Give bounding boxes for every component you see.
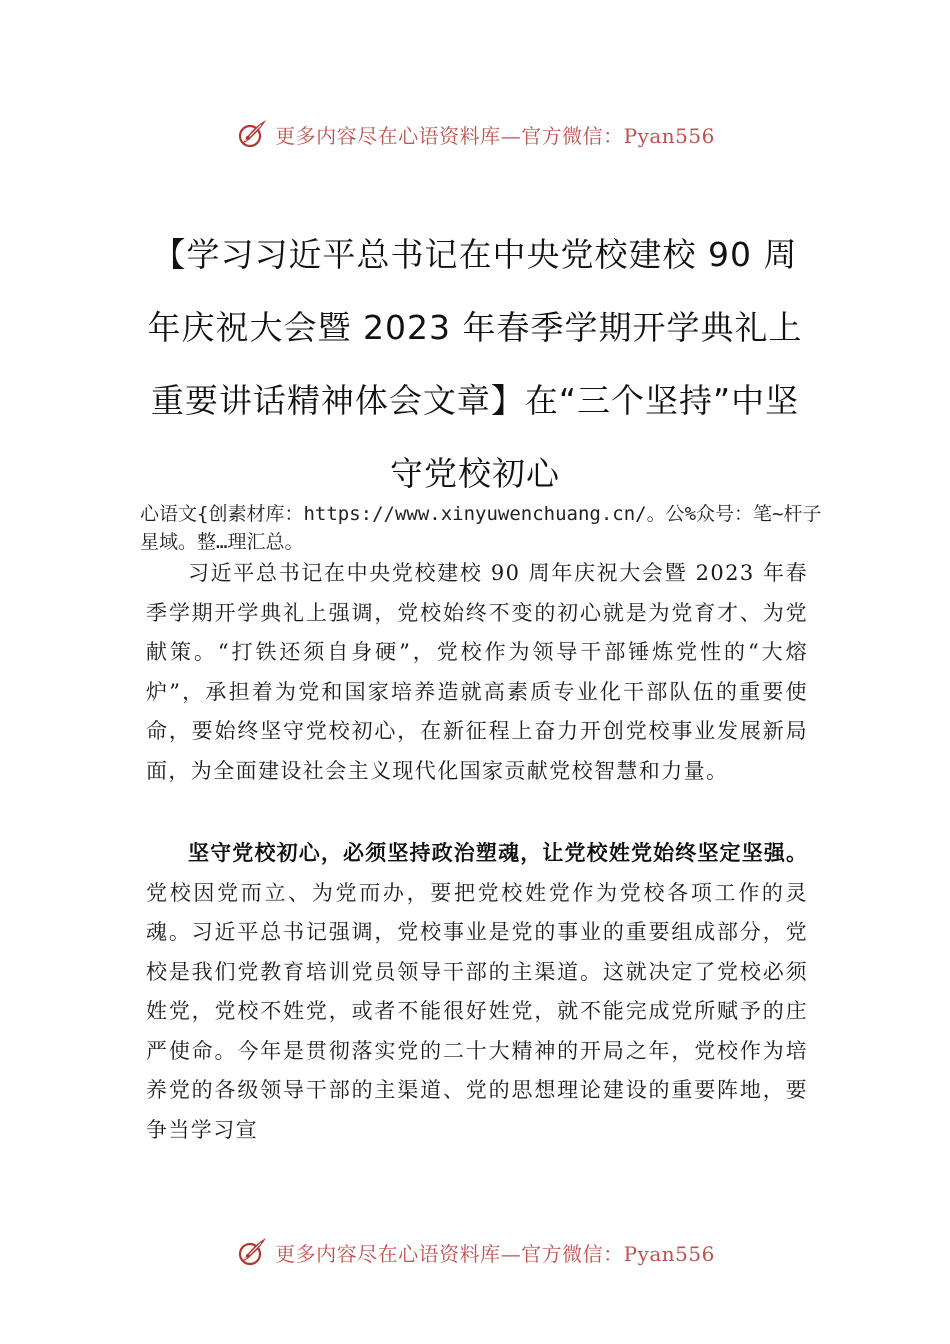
paragraph-2 — [146, 834, 808, 1150]
banner-text: 更多内容尽在心语资料库—官方微信：Pyan556 — [275, 1241, 715, 1266]
feather-quill-logo — [235, 1235, 269, 1269]
header-banner — [0, 114, 950, 154]
source-note: 心语文{创素材库：https://www.xinyuwenchuang.cn/。公%众号：笔~杆子星域。整…理汇总。 — [140, 503, 822, 553]
footer-banner — [0, 1232, 950, 1272]
paragraph-2-lead: 坚守党校初心，必须坚持政治塑魂，让党校姓党始终坚定坚强。 — [188, 841, 808, 865]
feather-quill-logo — [235, 117, 269, 151]
paragraph-1-text: 习近平总书记在中央党校建校 90 周年庆祝大会暨 2023 年春季学期开学典礼上强调，党校始终不变的初心就是为党育才、为党献策。“打铁还须自身硬”，党校作为领导干部锤炼党性的“大熔炉”，承担着为党和国家培养造就高素质专业化干部队伍的重要使命，要始终坚守党校初心，在新征程上奋力开创党校事业发展新局面，为全面建设社会主义现代化国家贡献党校智慧和力量。 — [146, 561, 808, 783]
paragraph-2-text: 党校因党而立、为党而办，要把党校姓党作为党校各项工作的灵魂。习近平总书记强调，党校事业是党的事业的重要组成部分，党校是我们党教育培训党员领导干部的主渠道。这就决定了党校必须姓党，党校不姓党，或者不能很好姓党，就不能完成党所赋予的庄严使命。今年是贯彻落实党的二十大精神的开局之年，党校作为培养党的各级领导干部的主渠道、党的思想理论建设的重要阵地，要争当学习宣 — [146, 880, 808, 1142]
banner-text: 更多内容尽在心语资料库—官方微信：Pyan556 — [275, 123, 715, 148]
paragraph-1 — [146, 554, 808, 791]
document-title: 【学习习近平总书记在中央党校建校 90 周年庆祝大会暨 2023 年春季学期开学典礼上重要讲话精神体会文章】在“三个坚持”中坚守党校初心 — [147, 235, 803, 493]
